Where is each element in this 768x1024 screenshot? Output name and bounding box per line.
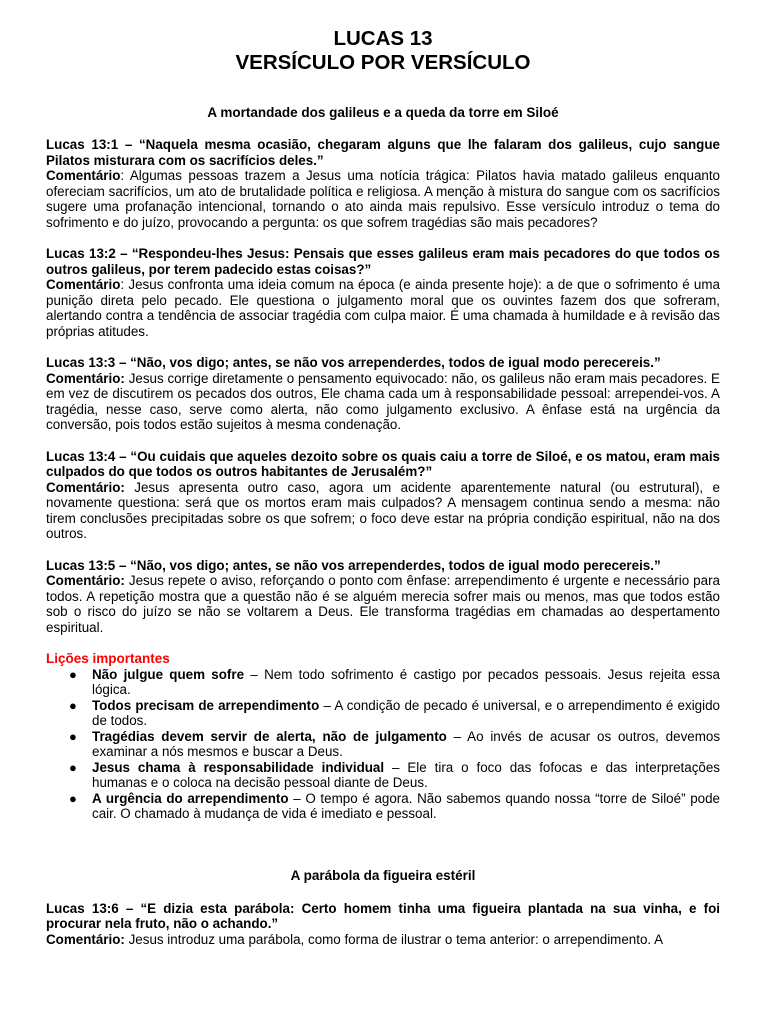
bullet-icon: ● bbox=[69, 759, 77, 775]
section-title-figueira: A parábola da figueira estéril bbox=[290, 867, 476, 883]
commentary bbox=[46, 277, 720, 339]
commentary-text: Jesus apresenta outro caso, agora um acidente aparentemente natural (ou estrutural), e novamente questiona: será que os mortos eram mais culpados? A mensagem continua sendo a mesma: não tirem conclusões precipitadas sobre os que sofrem; o foco deve estar na própria condição espiritual, não na dos outros. bbox=[46, 479, 720, 541]
commentary bbox=[46, 573, 720, 635]
commentary-text: Algumas pessoas trazem a Jesus uma notícia trágica: Pilatos havia matado galileus enquanto ofereciam sacrifícios, um ato de brutalidade política e religiosa. A menção à mistura do sangue com os sacrifícios sugere uma profanação intencional, tornando o ato ainda mais repulsivo. Esse versículo introduz o tema do sofrimento e do juízo, provocando a pergunta: os que sofrem tragédias são mais pecadores? bbox=[46, 168, 721, 230]
section-title-mortandade: A mortandade dos galileus e a queda da torre em Siloé bbox=[207, 105, 559, 120]
commentary-label: Comentário bbox=[46, 168, 121, 183]
verse-text: Lucas 13:5 – “Não, vos digo; antes, se não vos arrependerdes, todos de igual modo perecereis.” bbox=[46, 557, 661, 573]
list-item bbox=[46, 729, 720, 760]
list-item bbox=[46, 760, 720, 791]
lesson-heading: Não julgue quem sofre bbox=[92, 666, 245, 682]
list-item bbox=[46, 698, 720, 729]
verse-text: Lucas 13:2 – “Respondeu-lhes Jesus: Pensais que esses galileus eram mais pecadores do que todos os outros galileus, por terem padecido estas coisas?” bbox=[46, 246, 720, 277]
commentary-separator: : bbox=[120, 277, 129, 292]
verse-text: Lucas 13:6 – “E dizia esta parábola: Certo homem tinha uma figueira plantada na sua vinha, e foi procurar nela fruto, não o achando.” bbox=[46, 900, 720, 931]
lessons-title: Lições importantes bbox=[46, 651, 170, 666]
commentary-text: Jesus introduz uma parábola, como forma de ilustrar o tema anterior: o arrependimento. A bbox=[128, 931, 664, 947]
document-page bbox=[46, 0, 720, 947]
lesson-text: – O tempo é agora. Não sabemos quando nossa “torre de Siloé” pode cair. O chamado à mudança de vida é imediato e pessoal. bbox=[92, 790, 721, 821]
commentary-text: Jesus repete o aviso, reforçando o ponto com ênfase: arrependimento é urgente e necessário para todos. A repetição mostra que a questão não é se alguém merecia sofrer mais ou menos, mas que todos estão sob o risco do juízo se não se voltarem a Deus. Ele transforma tragédias em chamadas ao despertamento espiritual. bbox=[46, 573, 720, 635]
commentary-label: Comentário: bbox=[46, 573, 125, 588]
lesson-text: – Ao invés de acusar os outros, devemos examinar a nós mesmos e buscar a Deus. bbox=[92, 728, 721, 759]
verse-text: Lucas 13:1 – “Naquela mesma ocasião, chegaram alguns que lhe falaram dos galileus, cujo sangue Pilatos misturara com os sacrifícios deles.” bbox=[46, 137, 720, 168]
bullet-icon: ● bbox=[69, 790, 77, 806]
verse-entry-13-5 bbox=[46, 558, 720, 636]
verse-text: Lucas 13:3 – “Não, vos digo; antes, se não vos arrependerdes, todos de igual modo perecereis.” bbox=[46, 355, 661, 370]
lesson-heading: Todos precisam de arrependimento bbox=[92, 697, 320, 713]
verse-entry-13-4 bbox=[46, 449, 720, 542]
commentary-label: Comentário: bbox=[46, 931, 125, 947]
commentary bbox=[46, 168, 720, 230]
commentary-text: Jesus corrige diretamente o pensamento equivocado: não, os galileus não eram mais pecadores. E em vez de discutirem os pecados dos outros, Ele chama cada um à responsabilidade pessoal: arrependei-vos. A tragédia, nesse caso, serve como alerta, não como julgamento exclusivo. A ênfase está na urgência da conversão, pois todos estão sujeitos à mesma condenação. bbox=[46, 370, 720, 432]
commentary-label: Comentário: bbox=[46, 370, 125, 386]
lessons-list bbox=[46, 667, 720, 822]
verse-entry-13-6 bbox=[46, 901, 720, 948]
bullet-icon: ● bbox=[69, 728, 77, 744]
list-item bbox=[46, 791, 720, 822]
bullet-icon: ● bbox=[69, 697, 77, 713]
document-title-line2: VERSÍCULO POR VERSÍCULO bbox=[235, 51, 531, 74]
commentary-text: Jesus confronta uma ideia comum na época (e ainda presente hoje): a de que o sofrimento é uma punição direta pelo pecado. Ele questiona o julgamento moral que os ouvintes fazem dos que sofreram, alertando contra a tendência de associar tragédia com culpa maior. É uma chamada à humildade e à revisão das próprias atitudes. bbox=[46, 277, 720, 339]
lesson-heading: Tragédias devem servir de alerta, não de julgamento bbox=[92, 728, 447, 744]
bullet-icon: ● bbox=[69, 666, 77, 682]
lesson-heading: Jesus chama à responsabilidade individual bbox=[92, 759, 385, 775]
commentary-separator: : bbox=[120, 168, 130, 183]
lesson-text: – Nem todo sofrimento é castigo por pecados pessoais. Jesus rejeita essa lógica. bbox=[92, 666, 721, 697]
verse-entry-13-3 bbox=[46, 355, 720, 433]
commentary-label: Comentário bbox=[46, 277, 121, 292]
commentary bbox=[46, 480, 720, 542]
commentary bbox=[46, 932, 720, 948]
lesson-heading: A urgência do arrependimento bbox=[92, 790, 289, 806]
commentary-label: Comentário: bbox=[46, 479, 125, 495]
document-title-line1: LUCAS 13 bbox=[333, 27, 433, 50]
commentary-separator bbox=[125, 480, 134, 495]
verse-text: Lucas 13:4 – “Ou cuidais que aqueles dezoito sobre os quais caiu a torre de Siloé, e os matou, eram mais culpados do que todos os outros habitantes de Jerusalém?” bbox=[46, 448, 720, 479]
list-item bbox=[46, 667, 720, 698]
lesson-text: – Ele tira o foco das fofocas e das interpretações humanas e o coloca na decisão pessoal diante de Deus. bbox=[92, 759, 720, 790]
commentary bbox=[46, 371, 720, 433]
lesson-text: – A condição de pecado é universal, e o arrependimento é exigido de todos. bbox=[92, 697, 720, 728]
verse-entry-13-1 bbox=[46, 137, 720, 230]
verse-entry-13-2 bbox=[46, 246, 720, 339]
